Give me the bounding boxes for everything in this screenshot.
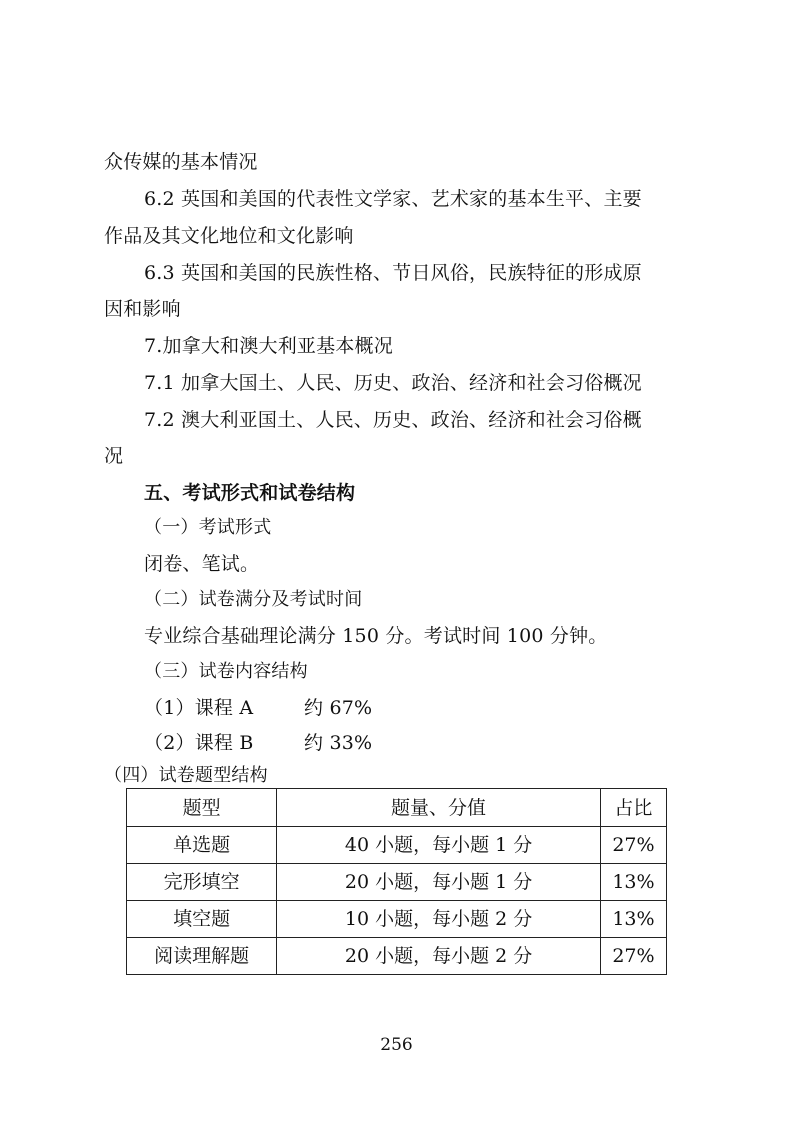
table-row [127,938,667,975]
content-item-label: （2）课程 B [144,732,254,754]
table-cell: 单选题 [127,827,277,864]
table-cell: 10 小题，每小题 2 分 [277,901,601,938]
paragraph-line: 7.2 澳大利亚国土、人民、历史、政治、经济和社会习俗概 [144,409,642,431]
exam-form-title: （一）考试形式 [144,517,272,538]
table-header-cell: 题型 [127,789,277,827]
table-row [127,901,667,938]
content-item-value: 约 67% [304,697,373,719]
table-cell: 阅读理解题 [127,938,277,975]
table-header-cell: 占比 [600,789,666,827]
question-types-title: （四）试卷题型结构 [104,765,268,786]
content-structure-title: （三）试卷内容结构 [144,661,308,682]
table-header-cell: 题量、分值 [277,789,601,827]
table-row [127,864,667,901]
score-time-title: （二）试卷满分及考试时间 [144,589,363,610]
table-cell: 完形填空 [127,864,277,901]
score-time-text: 专业综合基础理论满分 150 分。考试时间 100 分钟。 [144,625,608,647]
paragraph-line: 7.加拿大和澳大利亚基本概况 [144,335,393,357]
table-header-row [127,789,667,827]
paragraph-line: 6.2 英国和美国的代表性文学家、艺术家的基本生平、主要 [144,188,642,210]
paragraph-line: 况 [104,445,124,467]
paragraph-line: 因和影响 [104,298,181,320]
table-cell: 13% [600,864,666,901]
section-heading: 五、考试形式和试卷结构 [144,482,356,504]
page-number: 256 [380,1035,413,1055]
exam-form-text: 闭卷、笔试。 [144,553,260,575]
table-cell: 13% [600,901,666,938]
table-cell: 27% [600,827,666,864]
paragraph-line: 6.3 英国和美国的民族性格、节日风俗，民族特征的形成原 [144,262,642,284]
table-cell: 填空题 [127,901,277,938]
table-cell: 27% [600,938,666,975]
table-cell: 20 小题，每小题 2 分 [277,938,601,975]
content-item-value: 约 33% [304,732,373,754]
table-cell: 40 小题，每小题 1 分 [277,827,601,864]
content-item [144,731,372,755]
paragraph-line: 众传媒的基本情况 [104,151,258,173]
table-row [127,827,667,864]
question-types-table [126,788,667,975]
table-cell: 20 小题，每小题 1 分 [277,864,601,901]
content-item [144,696,372,720]
paragraph-line: 7.1 加拿大国土、人民、历史、政治、经济和社会习俗概况 [144,372,642,394]
content-item-label: （1）课程 A [144,697,254,719]
paragraph-line: 作品及其文化地位和文化影响 [104,225,354,247]
